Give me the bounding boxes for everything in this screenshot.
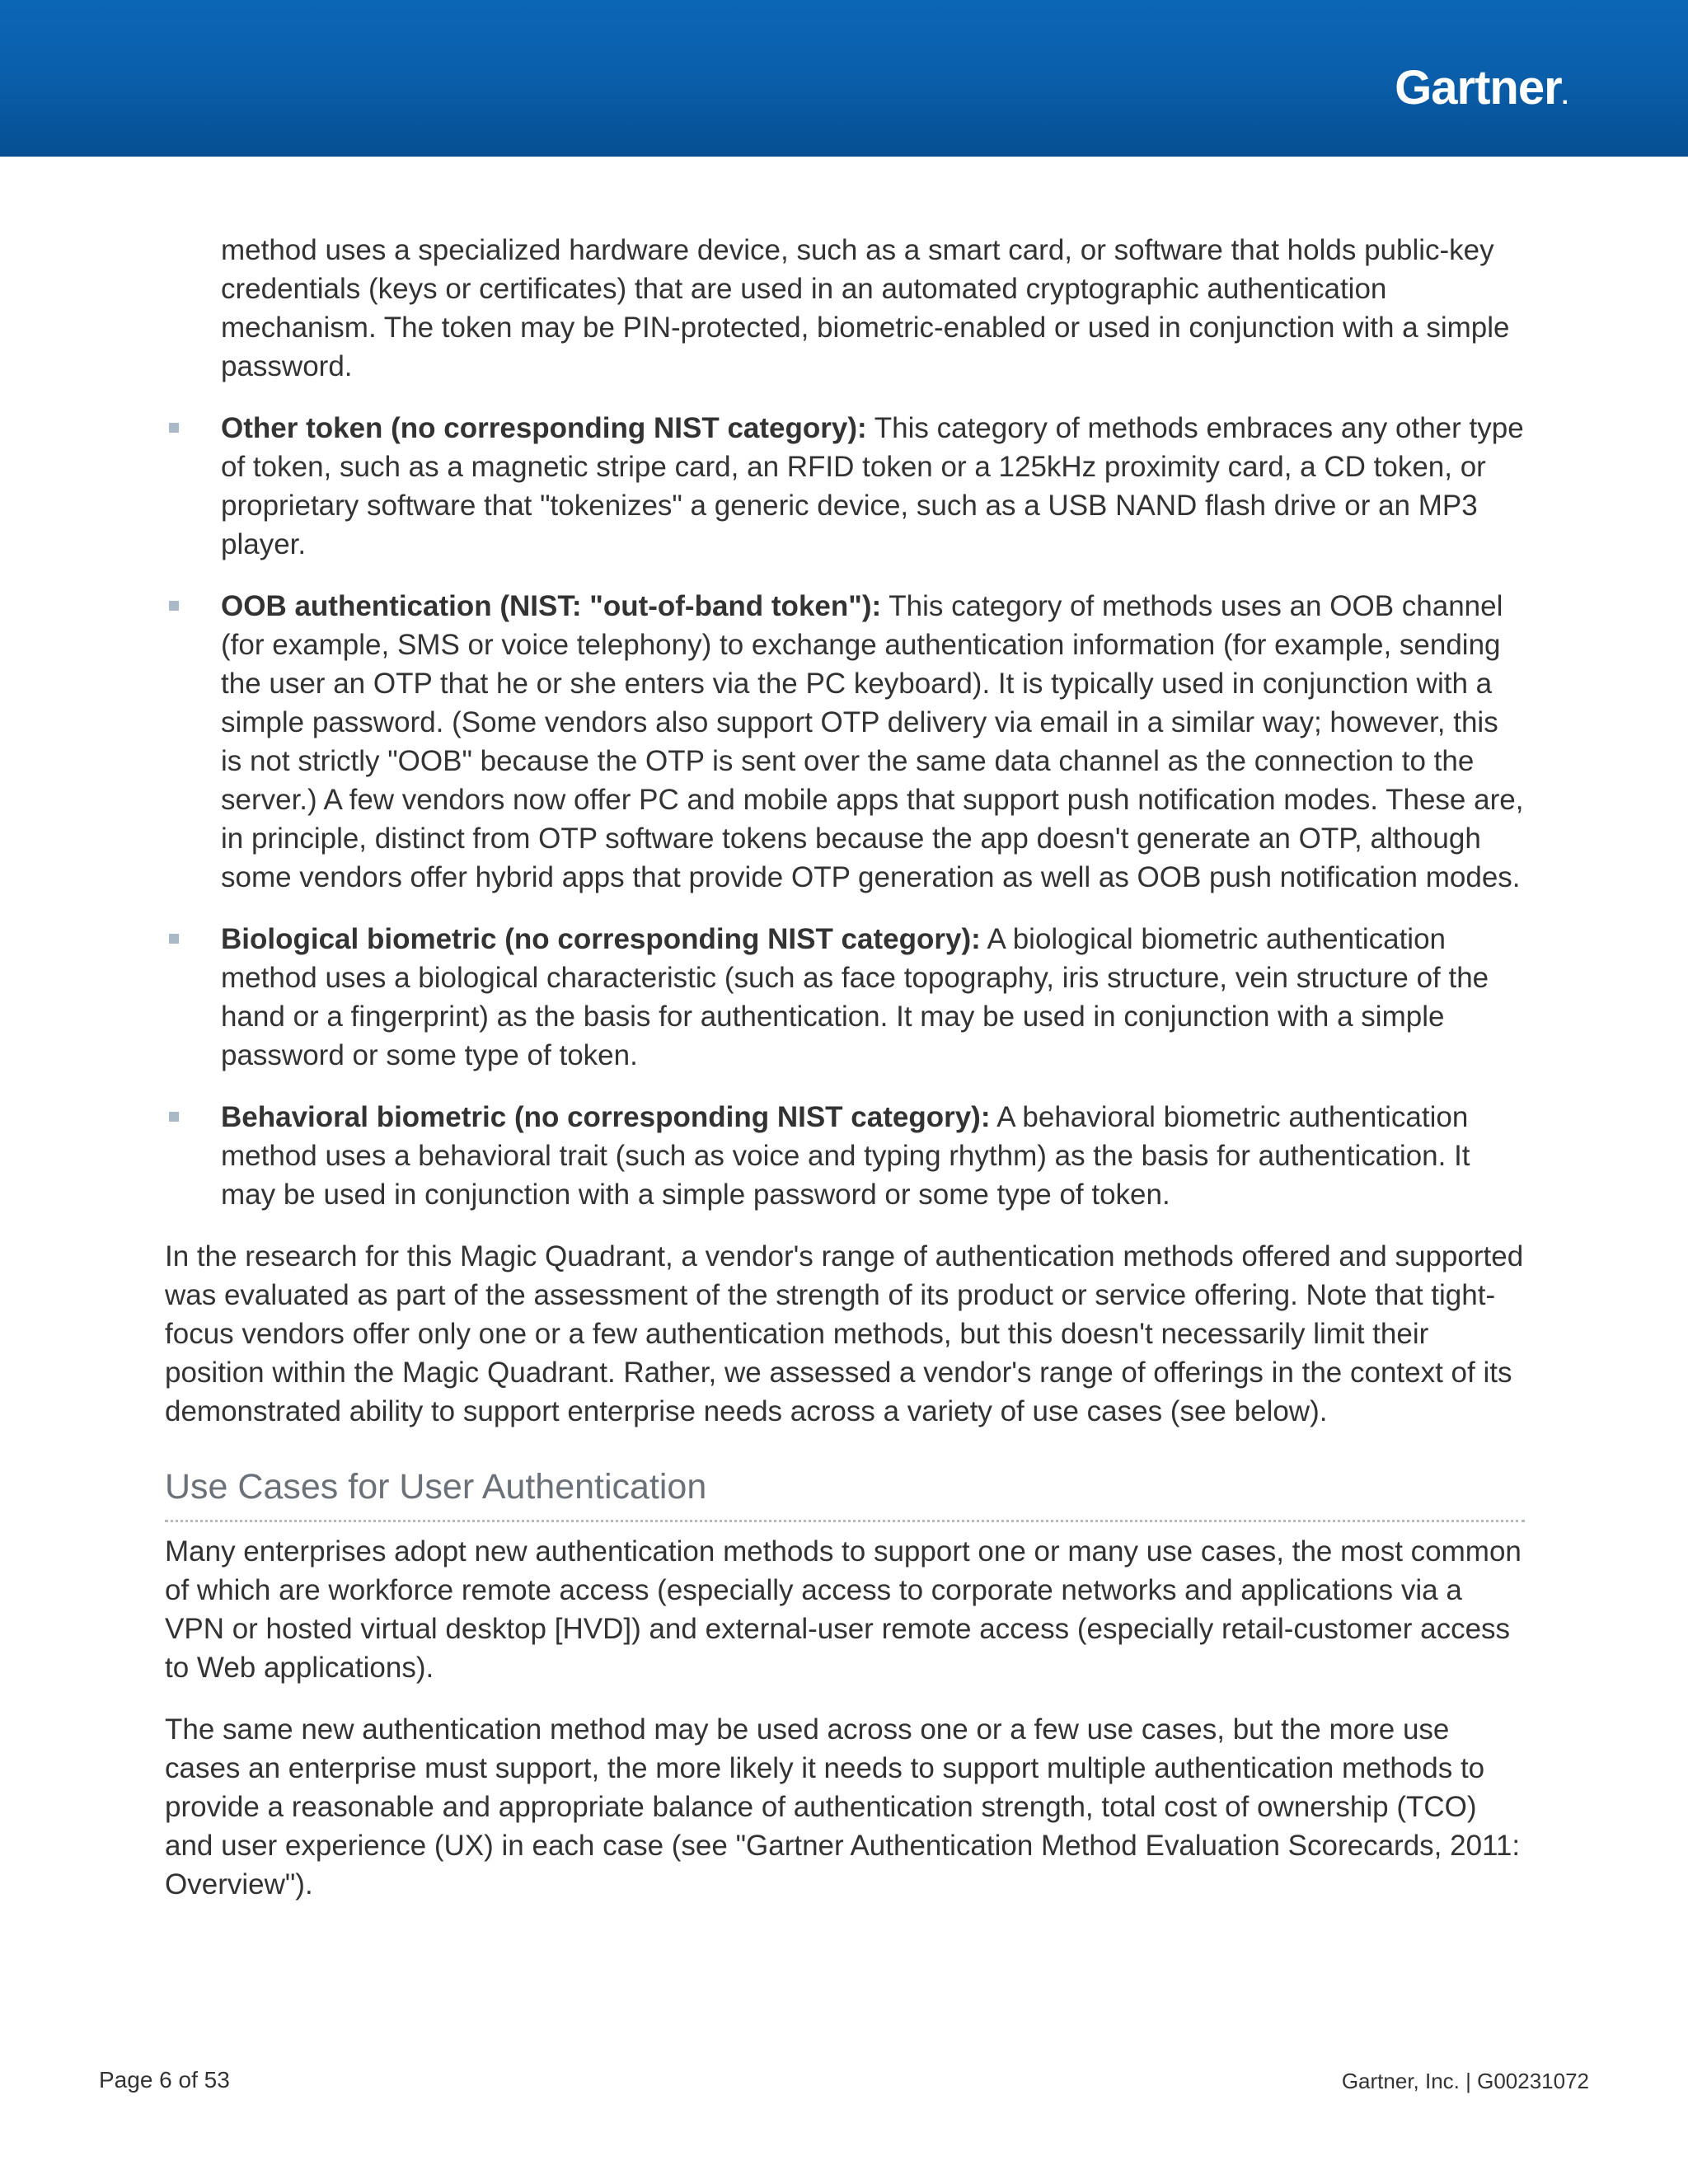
square-bullet-icon bbox=[169, 934, 179, 944]
body-paragraph: Many enterprises adopt new authentication methods to support one or many use cases, the most common of which are workforce remote access (especially access to corporate networks and applications via a VPN or hosted virtual desktop [HVD]) and external-user remote access (especially retail-customer access to Web applications). bbox=[165, 1535, 1522, 1684]
bullet-text: A biological biometric authentication method uses a biological characteristic (such as face topography, iris structure, vein structure of the hand or a fingerprint) as the basis for authentication. It may be used in conjunction with a simple password or some type of token. bbox=[221, 923, 1489, 1071]
header-bar bbox=[0, 0, 1688, 157]
square-bullet-icon bbox=[169, 1112, 179, 1122]
list-item bbox=[165, 409, 1525, 564]
document-id: Gartner, Inc. | G00231072 bbox=[1341, 2069, 1589, 2093]
square-bullet-icon bbox=[169, 601, 179, 611]
bullet-term: OOB authentication (NIST: "out-of-band token"): bbox=[221, 590, 882, 622]
logo-dot: . bbox=[1561, 82, 1568, 110]
bullet-text: A behavioral biometric authentication method uses a behavioral trait (such as voice and typing rhythm) as the basis for authentication. It may be used in conjunction with a simple password or some type of token. bbox=[221, 1101, 1470, 1211]
bullet-text: This category of methods embraces any other type of token, such as a magnetic stripe card, an RFID token or a 125kHz proximity card, a CD token, or proprietary software that "tokenizes" a generic device, such as a USB NAND flash drive or an MP3 player. bbox=[221, 412, 1524, 560]
list-item bbox=[165, 587, 1525, 897]
bullet-term: Behavioral biometric (no corresponding NIST category): bbox=[221, 1101, 991, 1133]
document-body bbox=[165, 231, 1525, 1927]
section-body bbox=[165, 1532, 1525, 1904]
bullet-term: Other token (no corresponding NIST category): bbox=[221, 412, 867, 444]
body-paragraph: The same new authentication method may be used across one or a few use cases, but the more use cases an enterprise must support, the more likely it needs to support multiple authentication methods to provide a reasonable and appropriate balance of authentication strength, total cost of ownership (TCO) and user experience (UX) in each case (see "Gartner Authentication Method Evaluation Scorecards, 2011: Overview"). bbox=[165, 1713, 1521, 1900]
bullet-term: Biological biometric (no corresponding NIST category): bbox=[221, 923, 981, 955]
square-bullet-icon bbox=[169, 423, 179, 433]
bullet-list bbox=[165, 409, 1525, 1214]
section-heading: Use Cases for User Authentication bbox=[165, 1465, 1525, 1522]
list-item bbox=[165, 920, 1525, 1075]
gartner-logo bbox=[1395, 61, 1568, 115]
continuation-paragraph: method uses a specialized hardware device, such as a smart card, or software that holds public-key credentials (keys or certificates) that are used in an automated cryptographic authentication mechanism. The token may be PIN-protected, biometric-enabled or used in conjunction with a simple password. bbox=[221, 234, 1510, 382]
logo-text: Gartner bbox=[1395, 61, 1562, 115]
body-paragraph: In the research for this Magic Quadrant, a vendor's range of authentication methods offered and supported was evaluated as part of the assessment of the strength of its product or service offering. Note that tight-focus vendors offer only one or a few authentication methods, but this doesn't necessarily limit their position within the Magic Quadrant. Rather, we assessed a vendor's range of offerings in the context of its demonstrated ability to support enterprise needs across a variety of use cases (see below). bbox=[165, 1240, 1524, 1427]
bullet-text: This category of methods uses an OOB channel (for example, SMS or voice telephony) to exchange authentication information (for example, sending the user an OTP that he or she enters via the PC keyboard). It is typically used in conjunction with a simple password. (Some vendors also support OTP delivery via email in a similar way; however, this is not strictly "OOB" because the OTP is sent over the same data channel as the connection to the server.) A few vendors now offer PC and mobile apps that support push notification modes. These are, in principle, distinct from OTP software tokens because the app doesn't generate an OTP, although some vendors offer hybrid apps that provide OTP generation as well as OOB push notification modes. bbox=[221, 590, 1524, 893]
list-item bbox=[165, 1098, 1525, 1214]
page-number: Page 6 of 53 bbox=[99, 2067, 230, 2093]
